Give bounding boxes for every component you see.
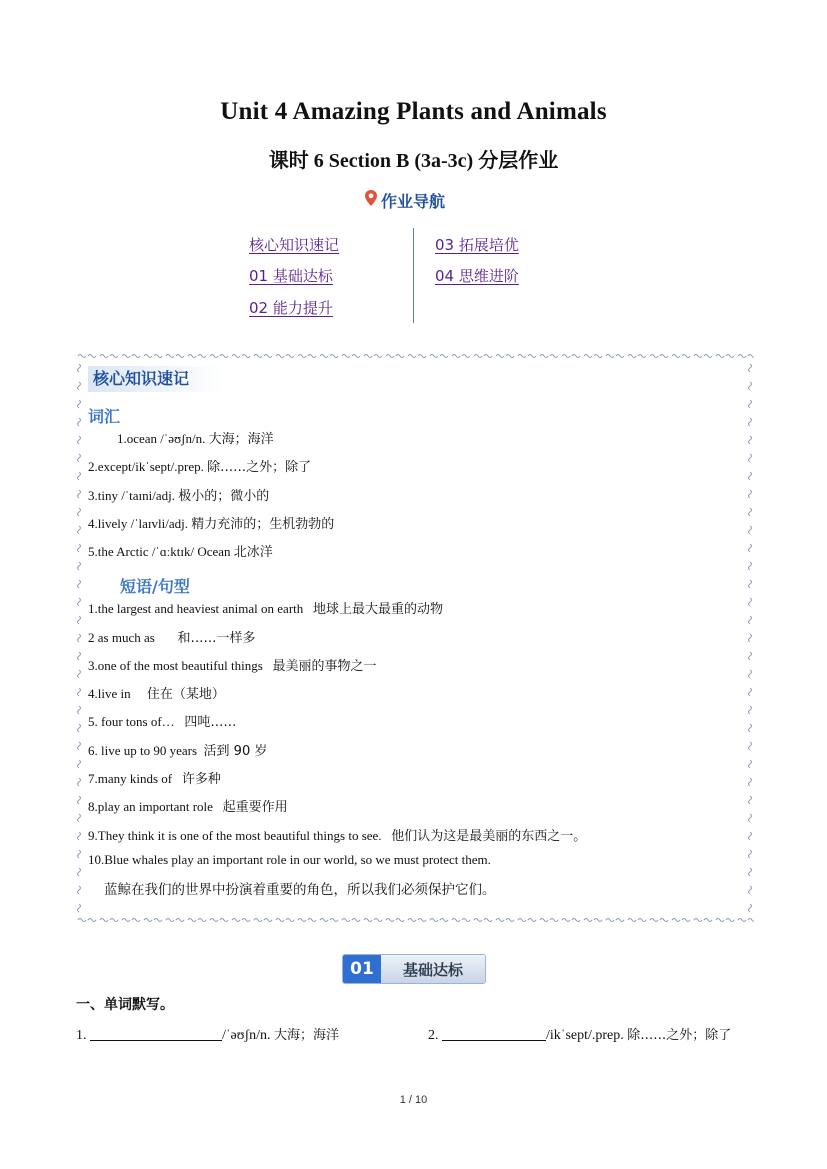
question-item: 2. /ikˈsept/.prep. 除……之外；除了 <box>428 1028 732 1043</box>
page-number: 1 / 10 <box>399 1094 428 1106</box>
vocab-item: 2.except/ikˈsept/.prep. 除……之外；除了 <box>88 459 312 475</box>
phrase-item: 2 as much as 和……一样多 <box>88 630 256 646</box>
vocab-item: 1.ocean /ˈəʊʃn/n. 大海；海洋 <box>117 431 274 447</box>
question-heading: 一、单词默写。 <box>76 997 174 1013</box>
knowledge-box-title: 核心知识速记 <box>88 366 223 392</box>
vocab-heading: 词汇 <box>88 407 121 426</box>
vocab-item: 5.the Arctic /ˈɑːktɪk/ Ocean 北冰洋 <box>88 544 273 560</box>
answer-blank[interactable] <box>442 1026 546 1041</box>
phrase-item: 4.live in 住在（某地） <box>88 686 225 702</box>
phrase-item: 10.Blue whales play an important role in our world, so we must protect them. <box>88 852 491 867</box>
nav-heading <box>364 188 445 212</box>
phrase-item: 5. four tons of… 四吨…… <box>88 714 237 730</box>
nav-link-core-knowledge[interactable]: 核心知识速记 <box>249 236 340 254</box>
vocab-item: 4.lively /ˈlaɪvli/adj. 精力充沛的；生机勃勃的 <box>88 516 335 532</box>
section-badge-number: 01 <box>343 955 381 983</box>
phrase-heading: 短语/句型 <box>120 577 190 596</box>
nav-link-extension[interactable]: 03 拓展培优 <box>435 236 519 254</box>
section-badge-01 <box>342 954 486 984</box>
phrase-item: 9.They think it is one of the most beautiful things to see. 他们认为这是最美丽的东西之一。 <box>88 828 587 844</box>
phrase-item: 3.one of the most beautiful things 最美丽的事物之一 <box>88 658 377 674</box>
phrase-item: 6. live up to 90 years 活到 90 岁 <box>88 743 268 759</box>
nav-link-ability[interactable]: 02 能力提升 <box>249 299 333 317</box>
nav-divider <box>413 228 414 323</box>
vocab-item: 3.tiny /ˈtaɪni/adj. 极小的；微小的 <box>88 488 270 504</box>
question-item: 1. /ˈəʊʃn/n. 大海；海洋 <box>76 1028 340 1043</box>
answer-blank[interactable] <box>90 1026 222 1041</box>
nav-link-thinking[interactable]: 04 思维进阶 <box>435 267 519 285</box>
phrase-item-translation: 蓝鲸在我们的世界中扮演着重要的角色，所以我们必须保护它们。 <box>104 882 496 898</box>
phrase-item: 7.many kinds of 许多种 <box>88 771 221 787</box>
nav-link-basic[interactable]: 01 基础达标 <box>249 267 333 285</box>
location-pin-icon <box>364 189 378 212</box>
nav-heading-label: 作业导航 <box>381 191 446 211</box>
page-subtitle: 课时 6 Section B (3a-3c) 分层作业 <box>268 150 559 172</box>
phrase-item: 8.play an important role 起重要作用 <box>88 799 288 815</box>
phrase-item: 1.the largest and heaviest animal on earth 地球上最大最重的动物 <box>88 601 444 617</box>
page-title: Unit 4 Amazing Plants and Animals <box>220 98 607 125</box>
section-badge-label: 基础达标 <box>381 955 485 983</box>
